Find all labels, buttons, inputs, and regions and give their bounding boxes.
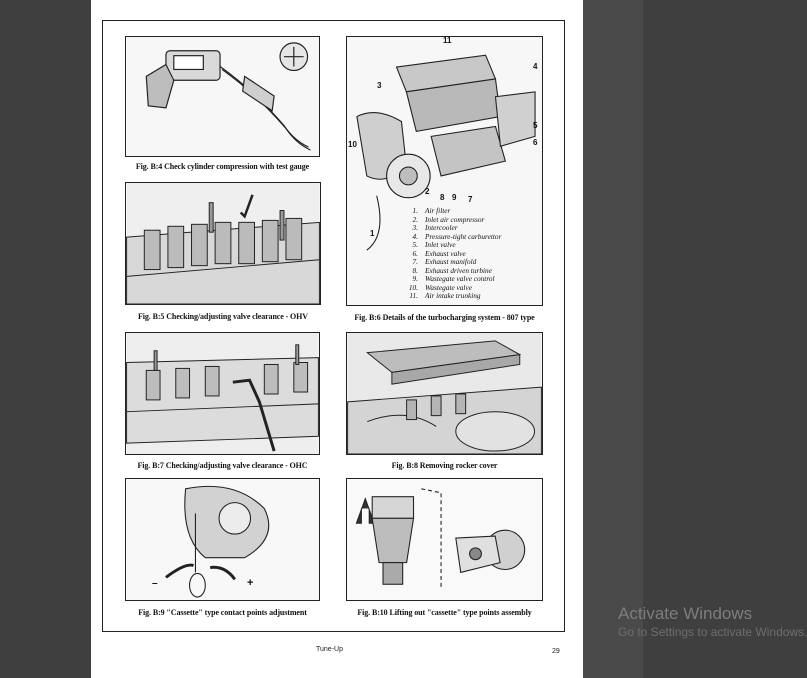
turbo-callout-1: 1 — [370, 229, 375, 238]
points-assembly-icon — [347, 479, 542, 600]
page-number: 29 — [552, 648, 560, 655]
figure-b10-caption: Fig. B:10 Lifting out "cassette" type points assembly — [357, 608, 532, 617]
legend-row: 1. Air filter — [412, 206, 451, 215]
legend-row: 3. Intercooler — [412, 223, 458, 232]
activation-title: Activate Windows — [618, 604, 753, 623]
valve-gear-ohv-icon — [126, 183, 320, 304]
turbo-callout-5: 5 — [533, 121, 538, 130]
legend-row: 8. Exhaust driven turbine — [412, 265, 492, 275]
figure-b7-caption: Fig. B:7 Checking/adjusting valve clearance - OHC — [137, 461, 308, 470]
legend-row: 4. Pressure-tight carburettor — [412, 231, 502, 241]
figure-b5-caption: Fig. B:5 Checking/adjusting valve clearance - OHV — [138, 312, 308, 321]
figure-b7-image — [125, 332, 320, 455]
adjust-minus-mark: – — [152, 578, 158, 589]
rocker-cover-icon — [347, 333, 542, 454]
legend-row: 7. Exhaust manifold — [412, 257, 477, 266]
figure-b5-image — [125, 182, 321, 305]
legend-row: 9. Wastegate valve control — [412, 274, 495, 283]
activation-subtitle: Go to Settings to activate Windows. — [618, 625, 807, 639]
figure-b8-image — [346, 332, 543, 455]
figure-b4-caption: Fig. B:4 Check cylinder compression with test gauge — [135, 162, 310, 171]
turbo-callout-3: 3 — [377, 81, 382, 90]
turbo-callout-6: 6 — [533, 138, 538, 147]
figure-b9-caption: Fig. B:9 "Cassette" type contact points adjustment — [138, 608, 307, 617]
legend-row: 11. Air intake trunking — [409, 291, 481, 300]
turbo-callout-4: 4 — [533, 62, 538, 71]
turbo-callout-2: 2 — [425, 187, 430, 196]
figure-b4-image — [125, 36, 320, 157]
adjust-plus-mark: + — [247, 577, 254, 589]
activation-watermark — [618, 604, 807, 644]
turbo-callout-8: 8 — [440, 193, 445, 202]
compression-gauge-icon — [126, 37, 319, 156]
legend-row: 2. Inlet air compressor — [412, 214, 485, 224]
legend-row: 6. Exhaust valve — [412, 248, 466, 258]
turbo-legend — [404, 207, 544, 301]
figure-b6-caption: Fig. B:6 Details of the turbocharging system - 807 type — [354, 313, 535, 322]
legend-row: 5. Inlet valve — [412, 240, 456, 249]
valve-gear-ohc-icon — [126, 333, 319, 454]
figure-b10-image — [346, 478, 543, 601]
legend-row: 10. Wastegate valve — [408, 282, 472, 292]
figure-b8-caption: Fig. B:8 Removing rocker cover — [391, 461, 498, 470]
turbo-callout-11: 11 — [443, 36, 452, 45]
turbo-callout-10: 10 — [348, 140, 357, 149]
page-footer-title: Tune-Up — [316, 646, 343, 653]
turbo-callout-9: 9 — [452, 193, 457, 202]
turbo-callout-7: 7 — [468, 195, 473, 204]
